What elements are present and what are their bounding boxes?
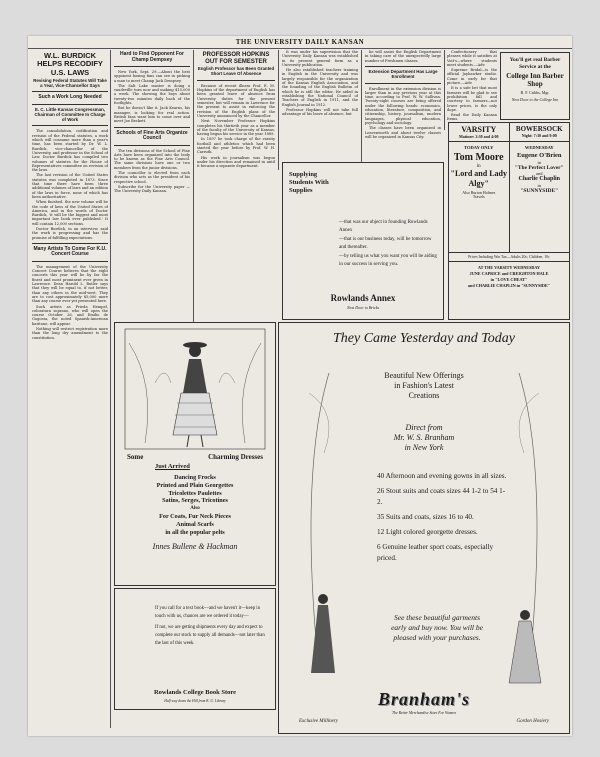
column-6 [447, 50, 497, 128]
divider [197, 80, 275, 81]
paragraph: In 1897 he took charge of the varsity football and athletics which had been started the year before by Prof. W. H. Carruth. [197, 137, 275, 155]
headline-burdick: W.L. BURDICK HELPS RECODIFY U.S. LAWS [37, 51, 103, 77]
left-extra-2: Travels [472, 194, 485, 200]
supplying-line-1: —that was our object in founding Rowlands Annex [339, 220, 428, 233]
dress-item: in all the popular pelts [165, 528, 225, 536]
branham-intro-2: in Fashion's Latest [394, 381, 454, 390]
column-rule [278, 50, 279, 170]
column-1 [32, 50, 108, 722]
paragraph: New York, Sept. 29.—About the best opponent boxing fans can see in picking a man to meet Champ Jack Dempsey. [114, 70, 190, 83]
column-2 [114, 50, 190, 332]
branham-item: 35 Suits and coats, sizes 16 to 40. [377, 513, 474, 521]
newspaper-page [28, 36, 572, 736]
dress-ad [114, 322, 276, 586]
paragraph: But he doesn't like it. Jack Kearns, his manager, is looking for real action. British fans want him to come over and meet Joe Beckett. [114, 106, 190, 124]
paragraph: Professor Hopkins will not take full advantage of his leave of absence, but [282, 107, 358, 117]
headline-hopkins: PROFESSOR HOPKINS OUT FOR SEMESTER [202, 52, 270, 65]
bookstore-line-1: If you call for a text book—and we haven't it—keep in touch with us, chances are we ordered it today— [155, 606, 261, 619]
paragraph: Such artists as Frieda Hempel, coloratura soprano, who will open the course October 26, and Emilio de Gogorza, the noted Spanish-American baritone, will appear. [32, 304, 108, 326]
right-star-2: Charlie Chaplin [518, 176, 560, 183]
column-5 [365, 50, 441, 168]
branham-item: 12 Light colored georgette dresses. [377, 528, 478, 536]
paragraph: he will assist the English Department in taking care of the unexpectedly large number of Freshmen classes. [365, 50, 441, 63]
bookstore-line-2: If not, we are getting shipments every day and expect to complete our stock to supply all demands—not later than the last of this week. [155, 625, 265, 646]
dress-item: Satins, Serges, Tricotines [162, 497, 228, 505]
right-star: Eugene O'Brien [516, 152, 562, 160]
paragraph: When finished, the new volume will be the code of laws of the United States of America, and in the words of Doctor Burdick, 'it will be the biggest and most important law book ever published.' It will contain 12,000 sections. [32, 200, 108, 226]
divider [114, 127, 190, 128]
branham-ad [278, 322, 570, 734]
theater-prices: Prices Including War Tax—Adults 20c; Children, 10c [449, 252, 569, 262]
masthead: THE UNIVERSITY DAILY KANSAN [28, 36, 572, 49]
barber-line-1: You'll get real Barber Service at the [509, 57, 561, 70]
paragraph: The ten divisions of the School of Fine Arts have been organized into the body to be known as the Fine Arts Council. The same divisions have one or two members from the junior divisions. [114, 148, 190, 170]
paragraph: His work in journalism was begun under his direction and remained in until it became a separate department. [197, 155, 275, 169]
branham-intro-1: Beautiful New Offerings [384, 371, 464, 380]
branham-right-footer: Gordon Hosiery [516, 719, 549, 724]
paragraph: Enrollment in the extension division is larger than in any previous year at this time, according to Prof. W. W. Sullivan. Twenty-eight courses are being offered under the following heads: economics, education, literature, composition, and citizenship, history, journalism, modern languages, physical education, psychology and sociology. [365, 86, 441, 125]
branham-intro-3: Creations [408, 391, 440, 400]
supplying-store: Rowlands Annex [330, 293, 396, 303]
paragraph: It is a safe bet that most farmers will be glad to see prohibition fall and courtesy to farmers—not lower prices, is the only dope. [447, 86, 497, 112]
theater-ad [448, 122, 570, 320]
paragraph: The classes have been organized in Leavenworth and about twelve classes will be organized in Kansas City. [365, 126, 441, 139]
headline-fine-arts: Schools of Fine Arts Organize Council [116, 129, 188, 142]
branham-logo-sub: The Better Merchandise Store For Women [391, 711, 456, 715]
column-3 [197, 50, 275, 332]
barber-line-4: Next Door to the College Inn [511, 97, 559, 102]
dress-illustration [115, 323, 275, 453]
paragraph: Because of recent illness Prof. E. M. Hopkins of the department of English has been granted leave of absence from University duties for the present semester, but will remain in Lawrence for the present to assist in enforcing the revision of the English plans of the University announced by the Chancellor. [197, 83, 275, 118]
paragraph: Nothing will restrict registration more than the long dry amendment to the constitution. [32, 327, 108, 340]
paragraph: Read the Daily Kansan Items. [447, 113, 497, 122]
dress-top-left: Some [127, 453, 144, 461]
divider [32, 125, 108, 126]
theater-bottom-1: AT THE VARSITY WEDNESDAY [477, 265, 541, 270]
dress-signature: Innes Bullene & Hackman [152, 542, 238, 552]
branham-direct-3: in New York [404, 443, 444, 452]
varsity-times: Matinee: 2:30 and 4:00 [459, 134, 499, 139]
bookstore-ad [114, 588, 276, 710]
subhead-burdick-3: E. C. Little Kansas Congressman, Chairman of Committee In Charge of Work [34, 106, 106, 122]
branham-left-footer: Exclusive Millinery [299, 719, 339, 724]
dress-item: Tricolettes Paulettes [168, 489, 222, 497]
divider [114, 145, 190, 146]
paragraph: Supreme Bridal—is the official Jayhawker studio. Come in early for that picture.—Adv. [447, 68, 497, 86]
divider [32, 261, 108, 262]
dress-item: Dancing Frocks [174, 474, 216, 481]
branham-item: 6 Genuine leather sport coats, especially priced. [377, 543, 494, 562]
right-in: in [537, 159, 541, 165]
headline-dempsey: Hard to Find Opponent For Champ Dempsey [120, 51, 184, 63]
left-extra-1: Also Burton Holmes [462, 189, 496, 195]
paragraph: Next November Professor Hopkins completes his thirtieth year as a member of the faculty of the University of Kansas, having begun his service in the year 1889. [197, 119, 275, 137]
theater-bottom-2: JUNE CAPRICE and CREIGHTON HALE [469, 271, 549, 276]
varsity-name: VARSITY [461, 125, 497, 134]
divider [32, 243, 108, 244]
dress-top-right: Charming Dresses [208, 453, 263, 461]
paragraph: The consolidation, codification and revision of the Federal statutes, a work which will consume more than a year's time, has been started by Dr. W. L. Burdick, vice-chancellor of the University, and professor in the School of Law. Doctor Burdick has compiled two volumes of statutes for the House of Representatives committee on revision of the laws. [32, 129, 108, 173]
branham-closing: See these beautiful garments early and buy now. You will be pleased with your purchases. [391, 613, 483, 642]
branham-item: 26 Stout suits and coats sizes 44 1-2 to 54 1-2. [377, 487, 506, 506]
supplying-headline: Supplying Students With Supplies [289, 171, 329, 194]
left-in: in [476, 163, 481, 169]
branham-logo: Branham's [377, 689, 471, 709]
branham-item: 40 Afternoon and evening gowns in all sizes. [377, 472, 507, 480]
bowersock-times: Night: 7:30 and 9:00 [521, 133, 557, 138]
branham-headline: They Came Yesterday and Today [333, 331, 515, 346]
subhead-burdick-2: Such a Work Long Needed [38, 94, 102, 101]
barber-ad [500, 52, 570, 120]
paragraph: The Salt Lake master is doing a vaudeville turn now and making $15,000 a week. The showing the boys about twenty-two minutes daily back of the footlights. [114, 83, 190, 106]
headline-extension: Extension Department Has Large Enrollment [368, 68, 438, 79]
left-title: "Lord and Lady Algy" [450, 169, 507, 188]
column-rule [361, 50, 362, 170]
right-title-2: "SUNNYSIDE" [520, 188, 559, 195]
divider [365, 66, 441, 67]
barber-line-3: B. F. Cribbs, Mgr. [520, 90, 550, 95]
divider [32, 104, 108, 105]
subhead-burdick: Revising Federal Statutes Will Take a Year, Vice-Chancellor Says [33, 77, 107, 88]
bookstore-store: Rowlands College Book Store [153, 689, 237, 696]
left-star: Tom Moore [453, 152, 504, 164]
supplying-tagline: Next Door to Bricks [346, 305, 380, 310]
column-rule [110, 50, 111, 728]
paragraph: The councillor is elected from each division who acts as the president of his respective school. [114, 171, 190, 184]
right-and: and [536, 171, 543, 177]
right-day: WEDNESDAY [524, 145, 554, 150]
barber-line-2: College Inn Barber Shop [506, 72, 564, 88]
headline-concert: Many Artists To Come For K.U. Concert Course [33, 245, 107, 258]
subhead-hopkins: English Professor has Been Granted Short Leave Of Absence [197, 66, 275, 77]
column-rule [193, 50, 194, 330]
dress-item: Animal Scarfs [176, 520, 214, 528]
divider [32, 91, 108, 92]
supplying-line-2: —that is our business today, will be tomorrow and thereafter. [339, 237, 432, 250]
bookstore-tagline: Half way down the Hill from K. U. Library [164, 699, 226, 703]
supplying-line-3: —by telling us what you want you will be aiding in our success in serving you. [339, 254, 437, 267]
right-title: "The Perfect Lover" [514, 164, 564, 171]
dress-item: Also [190, 506, 200, 512]
divider [365, 83, 441, 84]
column-4 [282, 50, 358, 168]
paragraph: He also established teachers training in English in the University and was largely responsible for the organization of the Kansas English Association, and the founding of the English Bulletin of which he is still the editor. He aided in establishing the National Council of Teachers of English in 1911, and the English Journal in 1912. [282, 68, 358, 107]
dress-item: For Coats, Fur Neck Pieces [159, 512, 231, 520]
theater-bottom-3: in "LOVE CHEAT" [490, 277, 528, 282]
dress-item: Printed and Plain Georgettes [156, 481, 234, 489]
branham-direct-1: Direct from [405, 423, 443, 432]
paragraph: The management of the University Concert Course believes that the eight concerts this year will be by far the finest and most prominent ever given in Lawrence. Dean Harold L. Butler says that they will be equal to, if not better, than any others in the mid-west. They are to cost approximately $5,000 more than any course ever yet presented here. [32, 264, 108, 304]
theater-bottom-4: and CHARLIE CHAPLIN in "SUNNYSIDE" [467, 283, 551, 288]
paragraph: Confectionery that pleases while it satisfies at Voit's—where students meet students.—Adv. [447, 50, 497, 67]
supplying-ad [282, 162, 444, 320]
column-rule [444, 50, 445, 130]
dress-sub: Just Arrived [155, 463, 190, 470]
paragraph: It was under his supervision that the University Daily Kansan was established in its present general form as a University publication. [282, 50, 358, 67]
branham-direct-2: Mr. W. S. Branham [393, 433, 455, 442]
paragraph: Subscribe for the University paper —The University Daily Kansan. [114, 184, 190, 194]
bowersock-name: BOWERSOCK [515, 125, 563, 133]
right-in-2: in [537, 183, 541, 189]
divider [114, 66, 190, 67]
paragraph: The last revision of the United States statutes was completed in 1873. Since that time there have been three additional volumes of laws and an edition of the laws in force, none of which has been authoritative. [32, 173, 108, 199]
left-day: TODAY ONLY [464, 145, 494, 150]
paragraph: Doctor Burdick, in an interview, said the work is progressing and has the promise of fulfilling expectations. [32, 227, 108, 240]
